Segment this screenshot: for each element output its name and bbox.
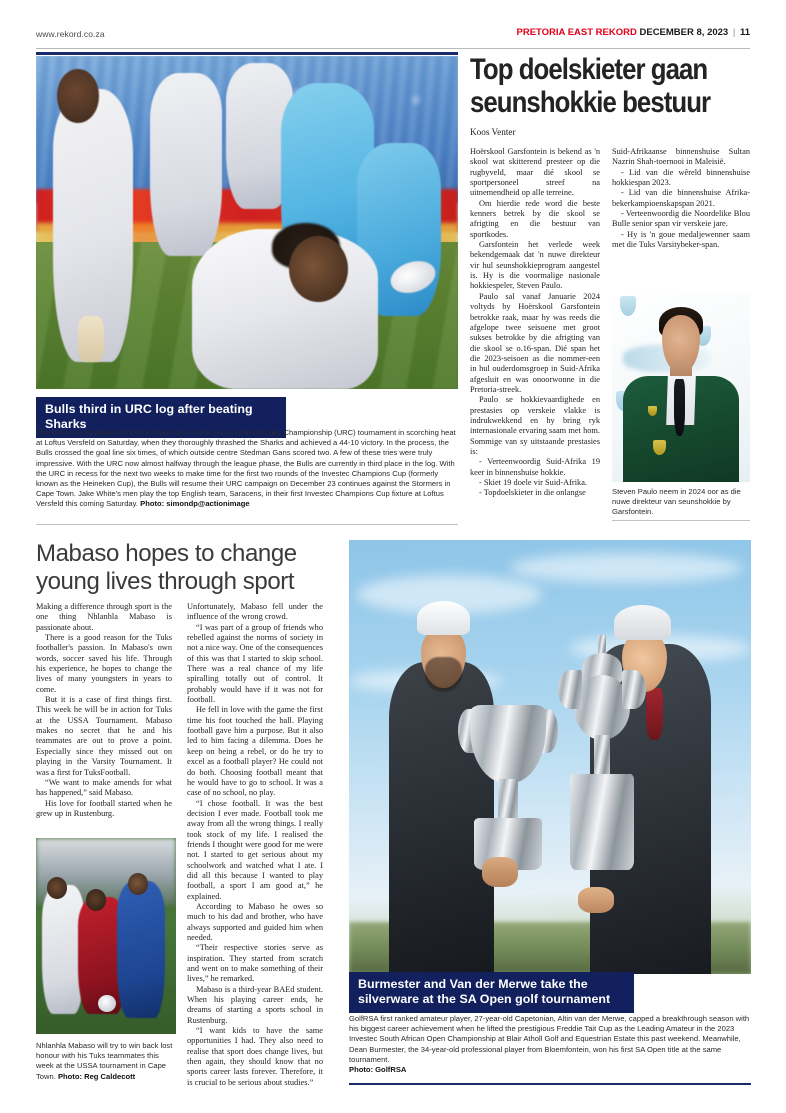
paragraph: “We want to make amends for what has happened,” said Mabaso. [36, 777, 172, 798]
masthead-right [517, 27, 751, 38]
mabaso-photo-caption [36, 1041, 176, 1082]
golf-caption-text: GolfRSA first ranked amateur player, 27-year-old Capetonian, Altin van der Merwe, capped a breakthrough season with his biggest career achievement when he lifted the prestigious Freddie Tait Cup as the Leading Amateur in the 2023 Investec South African Open Championship at Blair Atholl Golf and Equestrian Estate this past weekend. Meanwhile, Dean Burmester, the 34-year-old professional player from Bloemfontein, won his first SA Open title at the same tournament. [349, 1014, 750, 1064]
afrikaans-bottom-divider [612, 520, 750, 521]
mabaso-column-1 [36, 602, 172, 832]
afrikaans-headline: Top doelskieter gaan seunshokkie bestuur [470, 53, 711, 119]
website-url[interactable]: www.rekord.co.za [36, 29, 105, 39]
paragraph: He fell in love with the game the first time his foot touched the ball. Playing football gave him a purpose. But it also led to him facing a dilemma. Does he keep on being a rebel, or do he try to excel as a football player? He could not do both. Choosing football meant that he would have to go to school. It was a case of no school, no play. [187, 705, 323, 798]
paragraph: Hoërskool Garsfontein is bekend as 'n skool wat skitterend presteer op die rugbyveld, maar dié skool se sportpersoneel streef na uitnemendheid op alle terreine. [470, 147, 600, 198]
paragraph: “I was part of a group of friends who rebelled against the norms of society in not a nice way. One of the consequences of this was that I started to skip school. There was a real chance of my life spiralling totally out of control. It probably would have if it was not for football. [187, 622, 323, 705]
golf-photo-credit: Photo: GolfRSA [349, 1065, 407, 1075]
paragraph: - Topdoelskieter in die onlangse [479, 488, 586, 498]
masthead-separator: | [732, 27, 736, 38]
paragraph: - Skiet 19 doele vir Suid-Afrika. [479, 478, 587, 487]
paulo-portrait-photo [612, 292, 750, 482]
golf-banner: Burmester and Van der Merwe take the silverware at the SA Open golf tournament [349, 972, 634, 1013]
paragraph: Mabaso is a third-year BAEd student. When his playing career ends, he dreams of starting a sports school in Rustenburg. [187, 984, 323, 1025]
paragraph: Om hierdie rede word die beste kenners betrek by die skool se afrigting en die bestuur van sportkodes. [470, 198, 600, 239]
paragraph: - Lid van die binnenshuise Afrika-bekerkampioenskapspan 2021. [612, 188, 750, 208]
rugby-top-rule [36, 52, 458, 55]
paragraph: - Lid van die wêreld binnenshuise hokkiespan 2023. [612, 167, 750, 188]
mabaso-soccer-photo [36, 838, 176, 1034]
paragraph: “I chose football. It was the best decision I ever made. Football took me away from all the wrong things. I really took stock of my life. I realised the friends I thought were good for me were not. I started to get serious about my schoolwork and watched what I ate. I did all this because I wanted to play football, a sport I am good at,” he explained. [187, 798, 323, 901]
paragraph: - Verteenwoordig Suid-Afrika 19 keer in binnenshuise hokkie. [470, 457, 600, 477]
golf-photo [349, 540, 751, 974]
paragraph: Garsfontein het verlede week bekendgemaak dat 'n nuwe direkteur vir hul seunshokkieprogram aangestel is. Hy is die voormalige nasionale hokkiespeler, Steven Paulo. [470, 240, 600, 291]
mabaso-photo-credit: Photo: Reg Caldecott [57, 1071, 136, 1081]
afrikaans-column-2 [612, 147, 750, 287]
rugby-bottom-divider [36, 524, 458, 525]
paragraph: According to Mabaso he owes so much to his dad and brother, who have always supported and guided him when needed. [187, 901, 323, 942]
paragraph: Making a difference through sport is the one thing Nhlanhla Mabaso is passionate about. [36, 602, 172, 632]
paragraph: - Verteenwoordig die Noordelike Blou Bulle senior span vir verskeie jare. [612, 209, 750, 229]
afrikaans-byline: Koos Venter [470, 127, 516, 137]
rugby-caption [36, 428, 458, 510]
paragraph: Paulo se hokkievaardighede en prestasies op verskeie vlakke is indrukwekkend en hy bring ryk internasionale ervaring saam met hom. Sommige van sy uitstaande prestasies is: [470, 395, 600, 456]
paragraph: There is a good reason for the Tuks footballer's passion. In Mabaso's own words, soccer saved his life. Through his experience, he hopes to change the lives of many youngsters in years to come. [36, 633, 172, 694]
golf-caption [349, 1014, 751, 1075]
paragraph: “Their respective stories serve as inspiration. They started from scratch and went on to make something of their lives,” he remarked. [187, 943, 323, 984]
page-number: 11 [739, 27, 750, 38]
mabaso-column-2 [187, 602, 323, 1088]
mabaso-caption-text: Nhlanhla Mabaso will try to win back lost honour with his Tuks teammates this week at the USSA tournament in Cape Town. [36, 1041, 173, 1081]
rugby-photo-credit: Photo: simondp@actionimage [140, 499, 250, 509]
issue-date: DECEMBER 8, 2023 [639, 27, 729, 38]
paulo-photo-caption: Steven Paulo neem in 2024 oor as die nuwe direkteur van seunshokkie by Garsfontein. [612, 487, 741, 517]
paragraph: But it is a case of first things first. This week he will be in action for Tuks at the USSA Tournament. Mabaso makes no secret that he and his teammates are out to prove a point. Especially since they missed out on playing in the Varsity Tournament. It was a first for TuksFootball. [36, 695, 172, 777]
mabaso-headline: Mabaso hopes to change young lives through sport [36, 540, 297, 595]
paragraph: Suid-Afrikaanse binnenshuise Sultan Nazrin Shah-toernooi in Maleisië. [612, 147, 750, 167]
golf-bottom-rule [349, 1083, 751, 1085]
paragraph: Unfortunately, Mabaso fell under the influence of the wrong crowd. [187, 602, 323, 622]
rugby-caption-text: The Bulls scored almost 50 for the fourth time in this year's United Rugby Championship (URC) tournament in scorching heat at Loftus Versfeld on Saturday, when they thoroughly thrashed the Sharks and achieved a 44-10 victory. In the process, the Bulls crossed the goal line six times, of which outside centre Stedman Gans scored two. A few of these tries were truly impressive. With the URC now almost halfway through the league phase, the Bulls are currently in third place in the log. With the URC in recess for the next two weeks to make time for the first two rounds of the Investec Champions Cup (formerly known as the Heineken Cup), the Bulls will resume their URC campaign on December 23 continues against the Stormers in Cape Town. Jake White's men play the top English team, Saracens, in their first Investec Champions Cup fixture at Loftus Versfeld this coming Saturday. [36, 428, 456, 509]
paragraph: Paulo sal vanaf Januarie 2024 voltyds by Hoërskool Garsfontein betrokke raak, maar hy was reeds die afgelope twee seisoene met groot sukses betrokke by die afrigting van die skool se o.16-span. Dié span het die 2023-seisoen as die nommer-een in hul ouderdomsgroep in Suid-Afrika afgesluit en was onoorwonne in die Pretoria-streek. [470, 291, 600, 394]
publication-name: PRETORIA EAST REKORD [516, 27, 637, 38]
paragraph: His love for football started when he grew up in Rustenburg. [36, 798, 172, 818]
masthead-divider [36, 48, 750, 49]
paragraph: “I want kids to have the same opportunities I had. They also need to realise that sport does change lives, but then again, they should know that no sports career lasts forever. Therefore, it is crucial to be serious about studies.” [187, 1026, 323, 1087]
page-masthead [36, 26, 750, 50]
rugby-banner: Bulls third in URC log after beating Sharks [36, 397, 286, 438]
paragraph: - Hy is 'n goue medaljewenner saam met die Tuks Varsitybeker-span. [612, 229, 750, 250]
rugby-photo [36, 56, 458, 389]
afrikaans-column-1 [470, 147, 600, 527]
